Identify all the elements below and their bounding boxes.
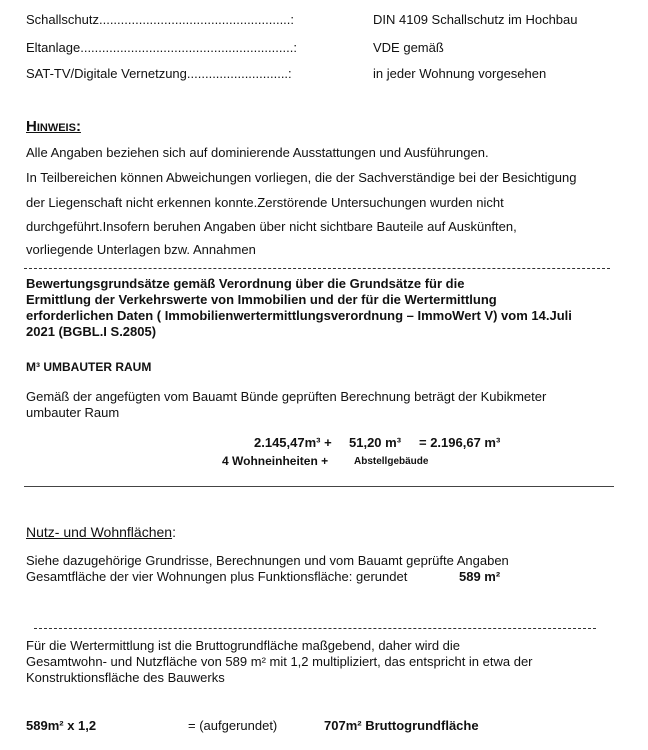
hinweis-heading: Hinweis: [26,118,81,135]
nutzflaechen-heading-wrap [26,524,176,540]
bewertung-line: 2021 (BGBL.I S.2805) [26,324,157,339]
spec-value: VDE gemäß [373,40,444,55]
spec-row-eltanlage: Eltanlage...........................................................: [26,40,297,55]
bewertung-line: Bewertungsgrundsätze gemäß Verordnung über die Grundsätze für die [26,276,465,291]
heading-colon: : [172,524,176,540]
brutto-eq: = (aufgerundet) [188,718,278,733]
spec-row-sat: SAT-TV/Digitale Vernetzung............................: [26,66,292,81]
spec-label: Eltanlage [26,40,81,55]
divider [34,628,596,629]
spec-label: SAT-TV/Digitale Vernetzung [26,66,187,81]
umbauter-raum-line: umbauter Raum [26,405,120,420]
brutto-line: Für die Wertermittlung ist die Bruttogrundfläche maßgebend, daher wird die [26,638,461,653]
spec-row-schallschutz: Schallschutz.....................................................: [26,12,295,27]
brutto-line: Konstruktionsfläche des Bauwerks [26,670,225,685]
hinweis-line: vorliegende Unterlagen bzw. Annahmen [26,242,256,257]
divider [24,486,614,487]
units-label: 4 Wohneinheiten + [222,454,329,468]
hinweis-line: In Teilbereichen können Abweichungen vorliegen, die der Sachverständige bei der Besichtigung [26,170,577,185]
brutto-line: Gesamtwohn- und Nutzfläche von 589 m² mit 1,2 multipliziert, das entspricht in etwa der [26,654,533,669]
bewertung-block [26,276,572,340]
spec-value: in jeder Wohnung vorgesehen [373,66,547,81]
bewertung-line: erforderlichen Daten ( Immobilienwertermittlungsverordnung – ImmoWert V) vom 14.Juli [26,308,572,323]
nutzflaechen-line: Gesamtfläche der vier Wohnungen plus Funktionsfläche: gerundet [26,569,408,584]
brutto-text [26,638,533,686]
abstellgebaeude-label: Abstellgebäude [354,456,429,467]
volume-calc-a: 2.145,47m³ + [254,435,332,450]
brutto-calc: 589m² x 1,2 [26,718,97,733]
spec-value: DIN 4109 Schallschutz im Hochbau [373,12,578,27]
hinweis-line: der Liegenschaft nicht erkennen konnte.Zerstörende Untersuchungen wurden nicht [26,195,504,210]
hinweis-line: durchgeführt.Insofern beruhen Angaben über nicht sichtbare Bauteile auf Auskünften, [26,219,517,234]
nutzflaechen-heading: Nutz- und Wohnflächen [26,524,173,540]
volume-calc-total: = 2.196,67 m³ [419,435,501,450]
umbauter-raum-line: Gemäß der angefügten vom Bauamt Bünde geprüften Berechnung beträgt der Kubikmeter [26,389,547,404]
bewertung-line: Ermittlung der Verkehrswerte von Immobilien und der für die Wertermittlung [26,292,497,307]
volume-calc-b: 51,20 m³ [349,435,402,450]
total-area: 589 m² [459,569,501,584]
umbauter-raum-text [26,389,546,421]
divider [24,268,610,269]
hinweis-line: Alle Angaben beziehen sich auf dominierende Ausstattungen und Ausführungen. [26,145,489,160]
spec-label: Schallschutz [26,12,99,27]
nutzflaechen-line: Siehe dazugehörige Grundrisse, Berechnungen und vom Bauamt geprüfte Angaben [26,553,509,568]
umbauter-raum-heading: M³ UMBAUTER RAUM [26,360,152,374]
brutto-result: 707m² Bruttogrundfläche [324,718,479,733]
